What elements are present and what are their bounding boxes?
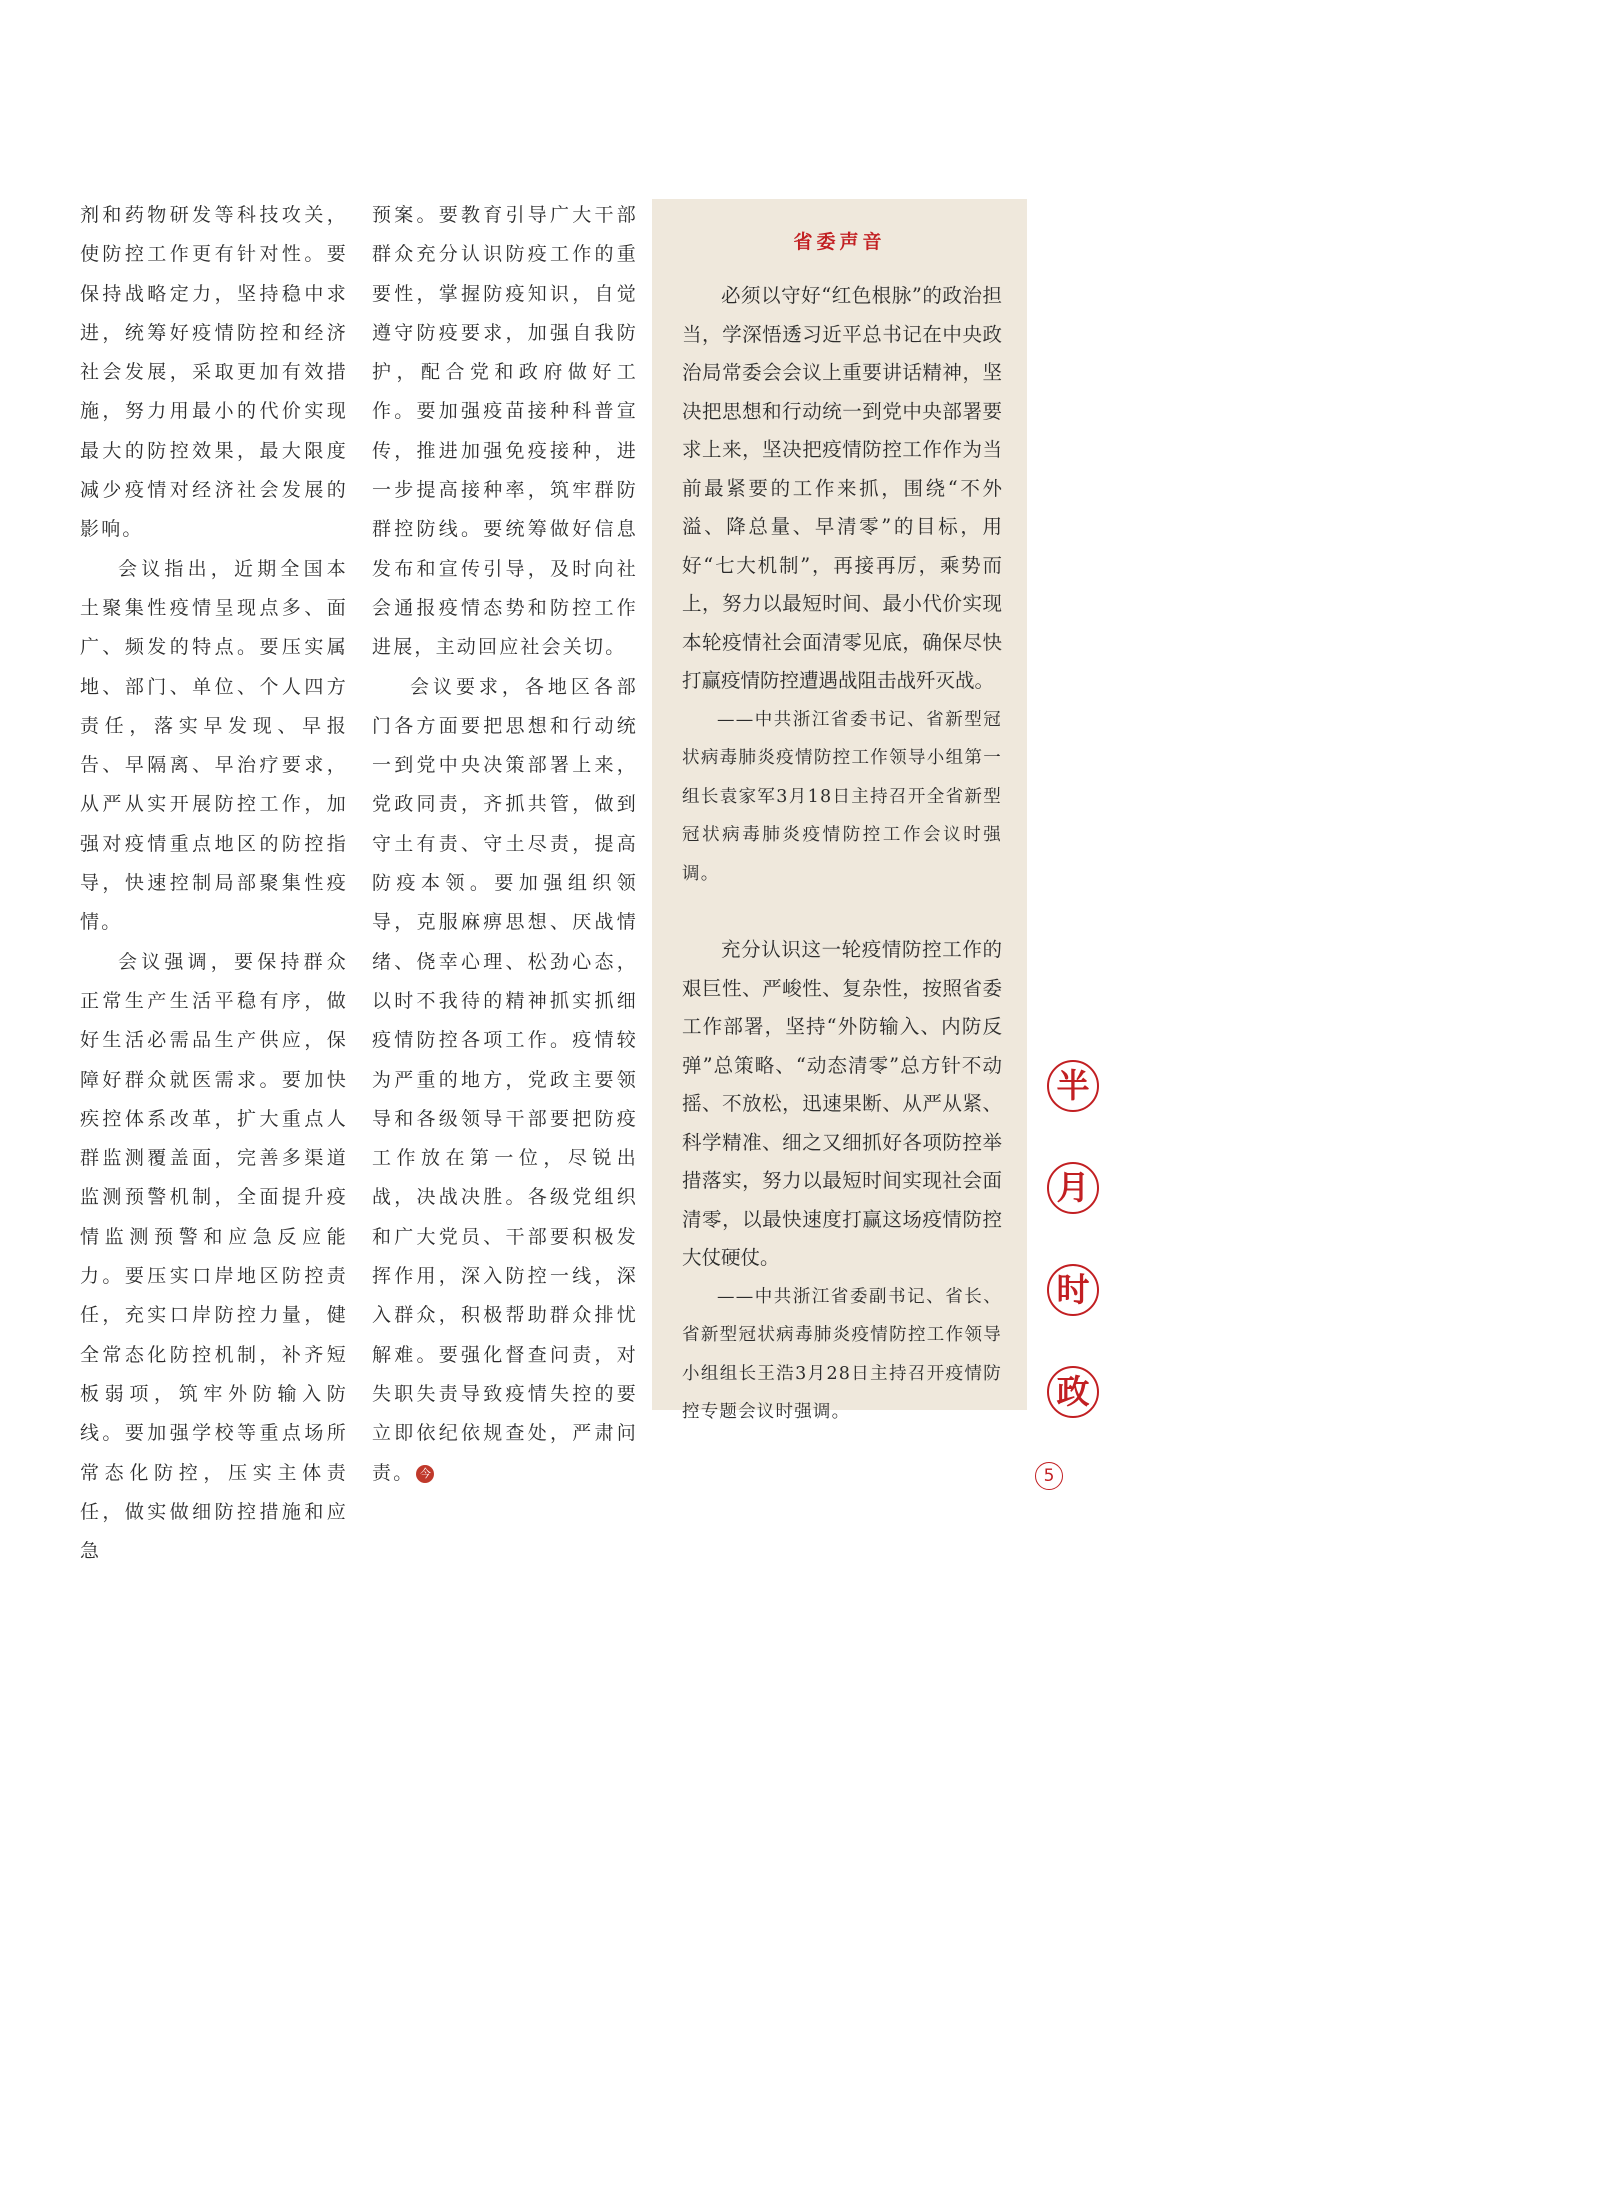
section-tab-char: 月 [1047, 1162, 1099, 1214]
sidebar-title: 省委声音 [793, 231, 886, 253]
section-tab [1047, 1060, 1103, 1468]
article-paragraph: 会议指出，近期全国本土聚集性疫情呈现点多、面广、频发的特点。要压实属地、部门、单位、个人四方责任，落实早发现、早报告、早隔离、早治疗要求，从严从实开展防控工作，加强对疫情重点地区的防控指导，快速控制局部聚集性疫情。 [80, 557, 348, 934]
article-column-left [80, 196, 348, 1571]
quote-body: 必须以守好“红色根脉”的政治担当，学深悟透习近平总书记在中央政治局常委会会议上重要讲话精神，坚决把思想和行动统一到党中央部署要求上来，坚决把疫情防控工作作为当前最紧要的工作来抓，围绕“不外溢、降总量、早清零”的目标，用好“七大机制”，再接再厉，乘势而上，努力以最短时间、最小代价实现本轮疫情社会面清零见底，确保尽快打赢疫情防控遭遇战阻击战歼灭战。 [682, 284, 1002, 692]
article-paragraph: 剂和药物研发等科技攻关，使防控工作更有针对性。要保持战略定力，坚持稳中求进，统筹好疫情防控和经济社会发展，采取更加有效措施，努力用最小的代价实现最大的防控效果，最大限度减少疫情对经济社会发展的影响。 [80, 204, 348, 541]
article-paragraph [372, 668, 638, 1493]
sidebar-box [652, 199, 1027, 1422]
section-tab-char: 半 [1047, 1060, 1099, 1112]
article-paragraph-text: 会议要求，各地区各部门各方面要把思想和行动统一到党中央决策部署上来，党政同责，齐抓共管，做到守土有责、守土尽责，提高防疫本领。要加强组织领导，克服麻痹思想、厌战情绪、侥幸心理、松劲心态，以时不我待的精神抓实抓细疫情防控各项工作。疫情较为严重的地方，党政主要领导和各级领导干部要把防疫工作放在第一位，尽锐出战，决战决胜。各级党组织和广大党员、干部要积极发挥作用，深入防控一线，深入群众，积极帮助群众排忧解难。要强化督查问责，对失职失责导致疫情失控的要立即依纪依规查处，严肃问责。 [372, 675, 638, 1484]
page-number: 5 [1035, 1462, 1063, 1490]
quote-body: 充分认识这一轮疫情防控工作的艰巨性、严峻性、复杂性，按照省委工作部署，坚持“外防输入、内防反弹”总策略、“动态清零”总方针不动摇、不放松，迅速果断、从严从紧、科学精准、细之又细抓好各项防控举措落实，努力以最短时间实现社会面清零，以最快速度打赢这场疫情防控大仗硬仗。 [682, 938, 1002, 1269]
article-end-mark-icon: 今 [416, 1465, 434, 1483]
article-column-middle [372, 196, 638, 1493]
quote-attribution: ——中共浙江省委书记、省新型冠状病毒肺炎疫情防控工作领导小组第一组长袁家军3月18日主持召开全省新型冠状病毒肺炎疫情防控工作会议时强调。 [682, 709, 1002, 884]
article-paragraph [372, 196, 638, 668]
quote-block [682, 277, 1002, 893]
quote-attribution: ——中共浙江省委副书记、省长、省新型冠状病毒肺炎疫情防控工作领导小组组长王浩3月28日主持召开疫情防控专题会议时强调。 [682, 1286, 1002, 1422]
section-tab-char: 时 [1047, 1264, 1099, 1316]
article-paragraph: 会议强调，要保持群众正常生产生活平稳有序，做好生活必需品生产供应，保障好群众就医需求。要加快疾控体系改革，扩大重点人群监测覆盖面，完善多渠道监测预警机制，全面提升疫情监测预警和应急反应能力。要压实口岸地区防控责任，充实口岸防控力量，健全常态化防控机制，补齐短板弱项，筑牢外防输入防线。要加强学校等重点场所常态化防控，压实主体责任，做实做细防控措施和应急 [80, 950, 348, 1563]
article-paragraph-text: 预案。要教育引导广大干部群众充分认识防疫工作的重要性，掌握防疫知识，自觉遵守防疫要求，加强自我防护，配合党和政府做好工作。要加强疫苗接种科普宣传，推进加强免疫接种，进一步提高接种率，筑牢群防群控防线。要统筹做好信息发布和宣传引导，及时向社会通报疫情态势和防控工作进展，主动回应社会关切。 [372, 204, 638, 659]
section-tab-char: 政 [1047, 1366, 1099, 1418]
quote-block [682, 931, 1002, 1432]
